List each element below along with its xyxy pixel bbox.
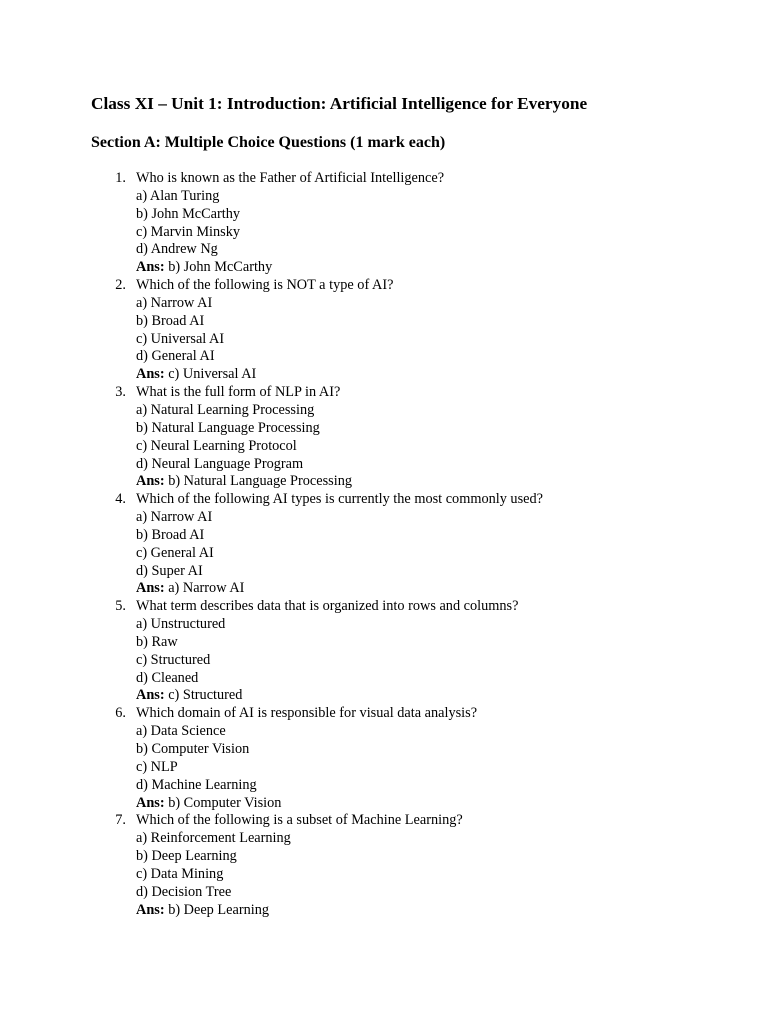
question-number: 4. <box>115 491 126 508</box>
answer-value: b) Deep Learning <box>168 901 270 918</box>
question-item <box>0 384 543 491</box>
answer-value: b) Natural Language Processing <box>168 473 353 490</box>
option-d: d) Super AI <box>136 562 203 579</box>
option-c: c) NLP <box>136 758 178 775</box>
option-d: d) Neural Language Program <box>136 455 304 472</box>
question-number: 6. <box>115 705 126 722</box>
answer-line <box>136 687 543 705</box>
option-c: c) Structured <box>136 651 211 668</box>
answer-line <box>136 580 543 598</box>
option-d: d) Cleaned <box>136 669 199 686</box>
answer-label: Ans: <box>136 687 165 704</box>
question-number: 3. <box>115 384 126 401</box>
option-b: b) Deep Learning <box>136 848 237 865</box>
answer-label: Ans: <box>136 794 165 811</box>
question-item <box>0 277 543 384</box>
option-a: a) Alan Turing <box>136 187 220 204</box>
option-a: a) Narrow AI <box>136 294 213 311</box>
document-title: Class XI – Unit 1: Introduction: Artificial Intelligence for Everyone <box>91 94 588 113</box>
answer-label: Ans: <box>136 366 165 383</box>
answer-line <box>136 366 543 384</box>
option-a: a) Unstructured <box>136 616 226 633</box>
answer-value: c) Universal AI <box>168 366 257 383</box>
option-b: b) Raw <box>136 633 178 650</box>
answer-value: b) John McCarthy <box>168 259 273 276</box>
question-text: Who is known as the Father of Artificial Intelligence? <box>136 170 445 186</box>
option-c: c) Marvin Minsky <box>136 223 241 240</box>
option-d: d) General AI <box>136 348 215 365</box>
question-text: What is the full form of NLP in AI? <box>136 384 341 401</box>
section-heading: Section A: Multiple Choice Questions (1 mark each) <box>91 134 446 151</box>
question-item <box>0 170 543 277</box>
option-a: a) Natural Learning Processing <box>136 401 315 418</box>
answer-label: Ans: <box>136 473 165 490</box>
option-b: b) Computer Vision <box>136 741 250 757</box>
option-c: c) General AI <box>136 544 214 561</box>
answer-line <box>136 473 543 491</box>
option-d: d) Decision Tree <box>136 883 232 900</box>
answer-line <box>136 902 543 920</box>
question-list <box>0 170 543 919</box>
question-item <box>0 491 543 598</box>
option-a: a) Reinforcement Learning <box>136 830 291 847</box>
question-item <box>0 598 543 705</box>
answer-value: a) Narrow AI <box>168 580 245 597</box>
question-text: What term describes data that is organized into rows and columns? <box>136 598 519 615</box>
answer-value: b) Computer Vision <box>168 794 282 811</box>
question-number: 2. <box>115 277 126 294</box>
answer-label: Ans: <box>136 580 165 597</box>
option-b: b) Broad AI <box>136 312 205 329</box>
option-b: b) John McCarthy <box>136 205 241 222</box>
question-text: Which of the following is NOT a type of AI? <box>136 277 394 294</box>
answer-line <box>136 795 543 813</box>
question-item <box>0 705 543 812</box>
option-b: b) Natural Language Processing <box>136 419 320 436</box>
option-b: b) Broad AI <box>136 526 205 543</box>
option-a: a) Data Science <box>136 723 226 740</box>
question-item <box>0 812 543 919</box>
option-d: d) Machine Learning <box>136 776 257 793</box>
option-d: d) Andrew Ng <box>136 241 218 258</box>
option-c: c) Universal AI <box>136 330 225 347</box>
answer-value: c) Structured <box>168 687 243 704</box>
question-number: 5. <box>115 598 126 615</box>
question-text: Which domain of AI is responsible for visual data analysis? <box>136 705 478 722</box>
option-c: c) Neural Learning Protocol <box>136 437 297 454</box>
option-a: a) Narrow AI <box>136 509 213 526</box>
answer-line <box>136 259 543 277</box>
question-text: Which of the following is a subset of Machine Learning? <box>136 812 463 829</box>
question-text: Which of the following AI types is currently the most commonly used? <box>136 491 543 508</box>
question-number: 7. <box>115 812 126 829</box>
question-number: 1. <box>115 170 126 186</box>
option-c: c) Data Mining <box>136 865 224 882</box>
answer-label: Ans: <box>136 901 165 918</box>
answer-label: Ans: <box>136 259 165 276</box>
